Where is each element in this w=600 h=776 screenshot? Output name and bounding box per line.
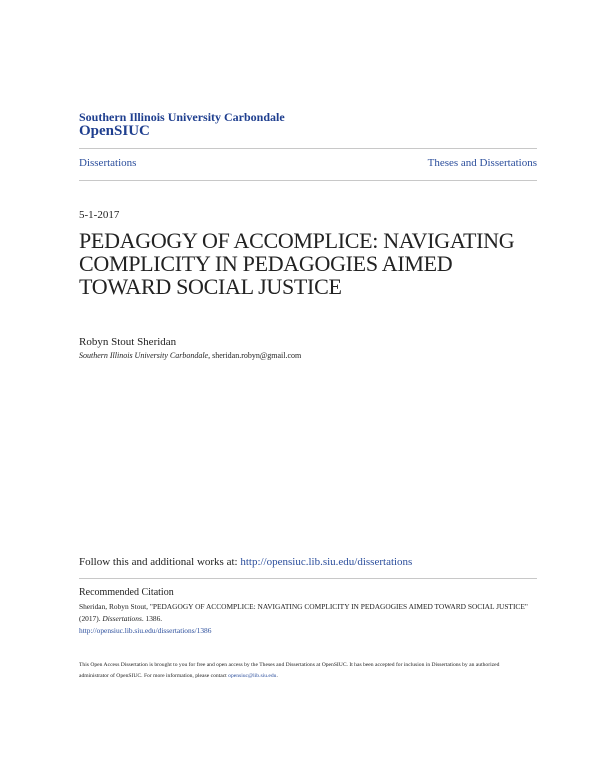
access-text: This Open Access Dissertation is brought to you for free and open access by the Theses and Dissertations at OpenSIUC. It has been accepted for inclusion in Dissertations by an authorized administrator of OpenSIUC. For more information, please contact	[79, 662, 500, 679]
divider-top	[79, 148, 537, 149]
theses-and-dissertations-link[interactable]: Theses and Dissertations	[427, 157, 537, 169]
follow-line	[79, 556, 412, 568]
publication-date: 5-1-2017	[79, 209, 120, 221]
citation-number: . 1386.	[141, 614, 163, 623]
citation-link[interactable]: http://opensiuc.lib.siu.edu/dissertations/1386	[79, 626, 212, 635]
citation-series: Dissertations	[102, 614, 142, 623]
citation-text	[79, 601, 529, 637]
institution-name: Southern Illinois University Carbondale	[79, 110, 285, 124]
author-email: , sheridan.robyn@gmail.com	[208, 351, 302, 360]
follow-link[interactable]: http://opensiuc.lib.siu.edu/dissertations	[240, 556, 413, 568]
divider-nav	[79, 180, 537, 181]
contact-email-link[interactable]: opensiuc@lib.siu.edu	[228, 673, 277, 679]
repository-name: OpenSIUC	[79, 123, 150, 139]
divider-citation	[79, 578, 537, 579]
author-affiliation	[79, 351, 301, 360]
dissertations-link[interactable]: Dissertations	[79, 157, 137, 169]
access-end: .	[276, 673, 278, 679]
follow-text: Follow this and additional works at:	[79, 556, 241, 568]
open-access-note	[79, 660, 529, 682]
affiliation-institution: Southern Illinois University Carbondale	[79, 351, 209, 360]
author-name: Robyn Stout Sheridan	[79, 336, 177, 348]
citation-body: Sheridan, Robyn Stout, "PEDAGOGY OF ACCOMPLICE: NAVIGATING COMPLICITY IN PEDAGOGIES AIMED TOWARD SOCIAL JUSTICE" (2017).	[79, 602, 528, 623]
document-title: PEDAGOGY OF ACCOMPLICE: NAVIGATING COMPLICITY IN PEDAGOGIES AIMED TOWARD SOCIAL JUSTICE	[79, 228, 515, 299]
recommended-citation-heading: Recommended Citation	[79, 587, 174, 598]
